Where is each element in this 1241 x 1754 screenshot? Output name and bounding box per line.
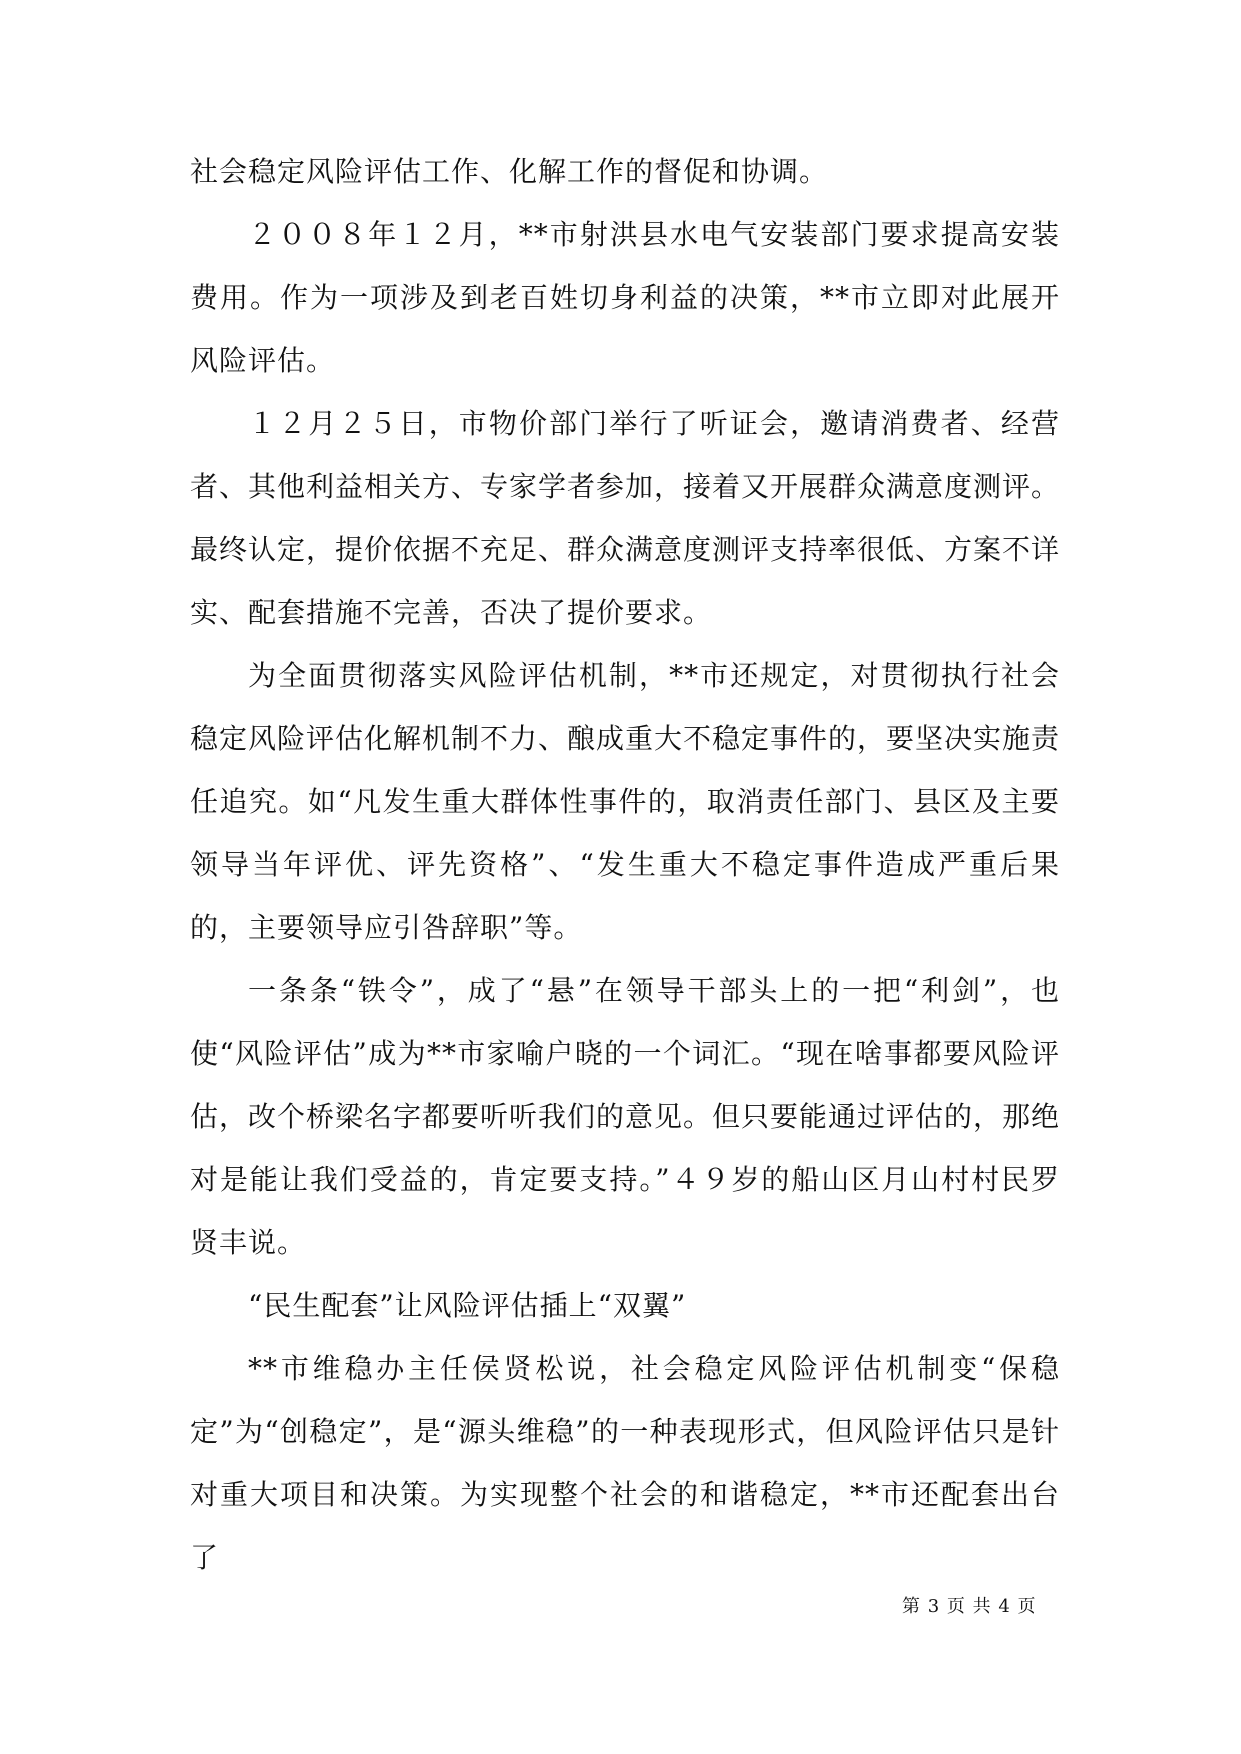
paragraph: 为全面贯彻落实风险评估机制，**市还规定，对贯彻执行社会稳定风险评估化解机制不力、酿成重大不稳定事件的，要坚决实施责任追究。如“凡发生重大群体性事件的，取消责任部门、县区及主要领导当年评优、评先资格”、“发生重大不稳定事件造成严重后果的，主要领导应引咎辞职”等。 (190, 659, 1061, 944)
paragraph-continuation: 社会稳定风险评估工作、化解工作的督促和协调。 (190, 155, 829, 188)
paragraph: ２００８年１２月，**市射洪县水电气安装部门要求提高安装费用。作为一项涉及到老百姓切身利益的决策，**市立即对此展开风险评估。 (190, 218, 1060, 377)
paragraph: 一条条“铁令”，成了“悬”在领导干部头上的一把“利剑”，也使“风险评估”成为**市家喻户晓的一个词汇。“现在啥事都要风险评估，改个桥梁名字都要听听我们的意见。但只要能通过评估的，那绝对是能让我们受益的，肯定要支持。”４９岁的船山区月山村村民罗贤丰说。 (190, 974, 1061, 1259)
paragraph: １２月２５日，市物价部门举行了听证会，邀请消费者、经营者、其他利益相关方、专家学者参加，接着又开展群众满意度测评。最终认定，提价依据不充足、群众满意度测评支持率很低、方案不详实、配套措施不完善，否决了提价要求。 (190, 407, 1061, 629)
page-number-footer: 第 3 页 共 4 页 (902, 1596, 1037, 1617)
document-body (190, 140, 1060, 1589)
section-heading: “民生配套”让风险评估插上“双翼” (248, 1289, 687, 1322)
paragraph: **市维稳办主任侯贤松说，社会稳定风险评估机制变“保稳定”为“创稳定”，是“源头维稳”的一种表现形式，但风险评估只是针对重大项目和决策。为实现整个社会的和谐稳定，**市还配套出台了 (190, 1352, 1060, 1574)
